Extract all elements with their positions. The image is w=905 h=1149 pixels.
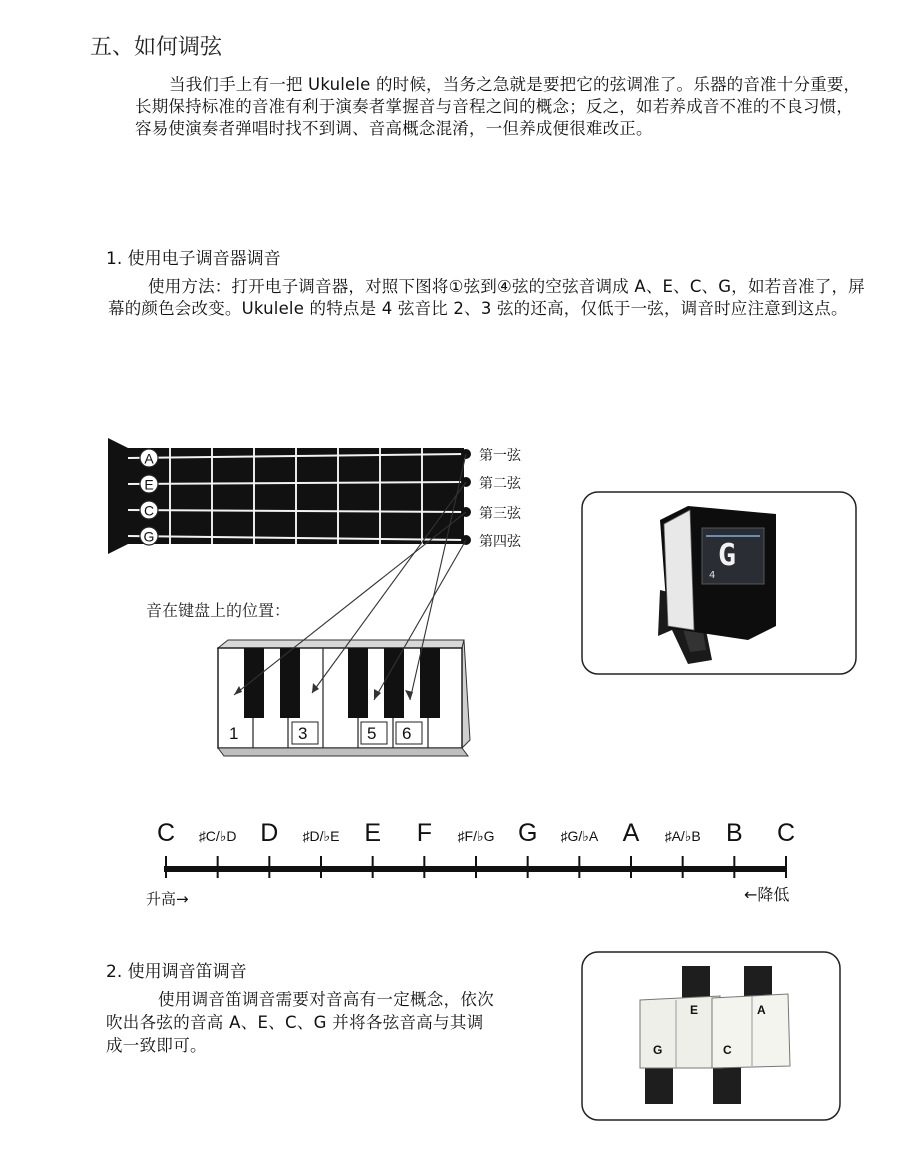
string-label-3: 第三弦 [479, 506, 521, 522]
pipe-label-E: E [690, 1003, 699, 1017]
string-label-1: 第一弦 [479, 448, 521, 464]
method1-text: 使用方法：打开电子调音器，对照下图将①弦到④弦的空弦音调成 A、E、C、G，如若音准了，屏幕的颜色会改变。Ukulele 的特点是 4 弦音比 2、3 弦的还高，仅低于一弦，调音时应注意到这点。 [108, 277, 865, 318]
pipe-label-G: G [653, 1043, 663, 1057]
pipe-label-A: A [757, 1003, 766, 1017]
pitch-scale-note: G [517, 819, 538, 847]
pitch-scale-note: E [364, 819, 382, 847]
pitch-scale-note: ♯G/♭A [560, 828, 599, 844]
open-note-1: A [144, 450, 154, 467]
pitch-scale-note: A [622, 819, 640, 847]
method1-heading: 1. 使用电子调音器调音 [106, 249, 281, 269]
method2-heading: 2. 使用调音笛调音 [106, 962, 247, 982]
intro-paragraph: 当我们手上有一把 Ukulele 的时候，当务之急就是要把它的弦调准了。乐器的音准十分重要，长期保持标准的音准有利于演奏者掌握音与音程之间的概念；反之，如若养成音不准的不良习惯，容易使演奏者弹唱时找不到调、音高概念混淆，一但养成便很难改正。 [135, 75, 861, 138]
tuner-display-note: G [718, 538, 737, 573]
pitch-scale-note: C [776, 819, 796, 847]
pitch-scale-note: ♯C/♭D [198, 828, 237, 844]
open-note-3: C [143, 502, 155, 519]
string-label-4: 第四弦 [479, 534, 521, 550]
key-number-5: 5 [367, 724, 377, 743]
section-title: 五、如何调弦 [90, 35, 223, 60]
pitch-scale-right-label: ←降低 [744, 885, 790, 904]
pitch-scale-note: B [725, 819, 743, 847]
key-number-3: 3 [298, 724, 308, 743]
method2-text: 使用调音笛调音需要对音高有一定概念，依次吹出各弦的音高 A、E、C、G 并将各弦音高与其调成一致即可。 [106, 990, 494, 1055]
pitch-scale-note: ♯D/♭E [302, 828, 340, 844]
pitch-scale-note: ♯A/♭B [664, 828, 701, 844]
pitch-scale-left-label: 升高→ [146, 890, 189, 908]
pitch-scale-note: D [260, 819, 279, 847]
string-label-2: 第二弦 [479, 476, 521, 492]
open-note-4: G [143, 528, 155, 545]
pitch-scale-note: C [156, 819, 176, 847]
tuner-display-small: 4 [709, 570, 716, 581]
pitch-scale-note: F [416, 819, 432, 847]
pitch-scale-note: ♯F/♭G [457, 828, 495, 844]
pipe-label-C: C [723, 1043, 732, 1057]
open-note-2: E [144, 476, 154, 493]
key-number-6: 6 [402, 724, 412, 743]
key-number-1: 1 [229, 724, 239, 743]
keyboard-caption: 音在键盘上的位置： [146, 601, 291, 620]
